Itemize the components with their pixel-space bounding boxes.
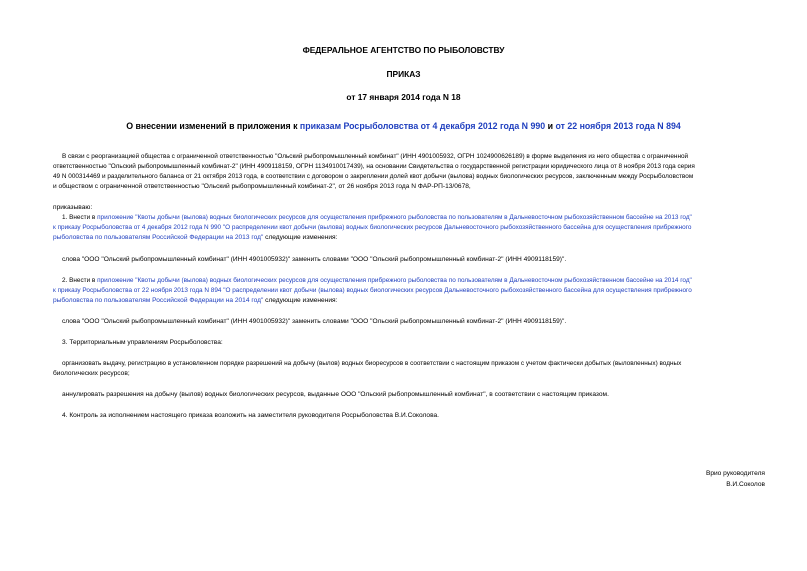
item2-prefix: 2. Внести в	[62, 277, 98, 284]
item1-line3	[53, 233, 337, 243]
item3-annul-text: аннулировать разрешения на добычу (вылов) водных биологических ресурсов, выданные ООО "Ольский рыбопромышленный комбинат", в соответствии с настоящим приказом.	[62, 391, 609, 398]
preamble-line: и обществом с ограниченной ответственностью "Ольский рыбопромышленный комбинат-2", от 26 ноября 2013 года N ФАР-РП-13/0678,	[53, 183, 471, 190]
item1-line1	[62, 213, 692, 223]
item1-link-line2[interactable]: к приказу Росрыболовства от 4 декабря 2012 года N 990 "О распределении квот добычи (вылова) водных биологических ресурсов Дальневосточного рыбохозяйственного бассейна для осуществления прибрежного	[53, 224, 692, 231]
item1-appendix-link[interactable]: приложение "Квоты добычи (вылова) водных биологических ресурсов для осуществления прибрежного рыболовства по пользователям в Дальневосточном рыбохозяйственном бассейне на 2013 год"	[97, 214, 692, 221]
title-text-before: О внесении изменений в приложения к	[126, 121, 300, 131]
item2-line3-rest: следующие изменения:	[263, 297, 338, 304]
item1-prefix: 1. Внести в	[62, 214, 98, 221]
item1-line3-rest: следующие изменения:	[263, 234, 338, 241]
preamble-line: ответственностью "Ольский рыбопромышленный комбинат-2" (ИНН 4909118159, ОГРН 1134910017439), на основании Свидетельства о государственной регистрации юридического лица от 8 ноября 2013 года серия	[53, 163, 695, 170]
item4-text: 4. Контроль за исполнением настоящего приказа возложить на заместителя руководителя Росрыболовства В.И.Соколова.	[62, 412, 439, 419]
item3-organize-line2: биологических ресурсов;	[53, 370, 130, 377]
item3-heading: 3. Территориальным управлениям Росрыболовства:	[62, 339, 223, 346]
signature-position: Врио руководителя	[705, 470, 765, 477]
item1-change-text: слова "ООО "Ольский рыбопромышленный комбинат" (ИНН 4901005932)" заменить словами "ООО "Ольский рыбопромышленный комбинат-2" (ИНН 4909118159)".	[62, 256, 567, 263]
title-link-order-894[interactable]: от 22 ноября 2013 года N 894	[555, 121, 681, 131]
item2-line1	[62, 276, 692, 286]
item2-link-line3[interactable]: рыболовства по пользователям Российской Федерации на 2014 год"	[53, 297, 264, 304]
item2-line3	[53, 296, 337, 306]
title-link-order-990[interactable]: приказам Росрыболовства от 4 декабря 2012 года N 990	[299, 121, 546, 131]
agency-heading: ФЕДЕРАЛЬНОЕ АГЕНТСТВО ПО РЫБОЛОВСТВУ	[302, 45, 505, 55]
item2-change-text: слова "ООО "Ольский рыбопромышленный комбинат" (ИНН 4901005932)" заменить словами "ООО "Ольский рыбопромышленный комбинат-2" (ИНН 4909118159)".	[62, 318, 567, 325]
preamble-line: В связи с реорганизацией общества с ограниченной ответственностью "Ольский рыбопромышленный комбинат" (ИНН 4901005932, ОГРН 1024900626189) в форме выделения из него общества с ограниченной	[62, 153, 689, 160]
preamble-line: 49 N 000314469 и разделительного баланса от 21 октября 2013 года, в соответствии с договором о закреплении долей квот добычи (вылова) водных биологических ресурсов, заключенным между Росрыболовством	[53, 173, 694, 180]
document-title	[0, 121, 807, 131]
item2-appendix-link[interactable]: приложение "Квоты добычи (вылова) водных биологических ресурсов для осуществления прибрежного рыболовства по пользователям в Дальневосточном рыбохозяйственном бассейне на 2014 год"	[97, 277, 692, 284]
prikazyvayu-text: приказываю:	[53, 204, 93, 211]
doc-type-heading: ПРИКАЗ	[386, 69, 421, 79]
item2-link-line2[interactable]: к приказу Росрыболовства от 22 ноября 2013 года N 894 "О распределении квот добычи (вылова) водных биологических ресурсов Дальневосточного рыбохозяйственного бассейна для осуществления прибрежного	[53, 287, 692, 294]
title-text-middle: и	[545, 121, 556, 131]
date-number-heading: от 17 января 2014 года N 18	[346, 92, 461, 102]
item1-link-line3[interactable]: рыболовства по пользователям Российской Федерации на 2013 год"	[53, 234, 264, 241]
signature-name: В.И.Соколов	[726, 481, 765, 488]
item3-organize-line1: организовать выдачу, регистрацию в установленном порядке разрешений на добычу (вылов) водных биоресурсов в соответствии с настоящим приказом с учетом фактически добытых (выловленных) водных	[62, 360, 682, 367]
